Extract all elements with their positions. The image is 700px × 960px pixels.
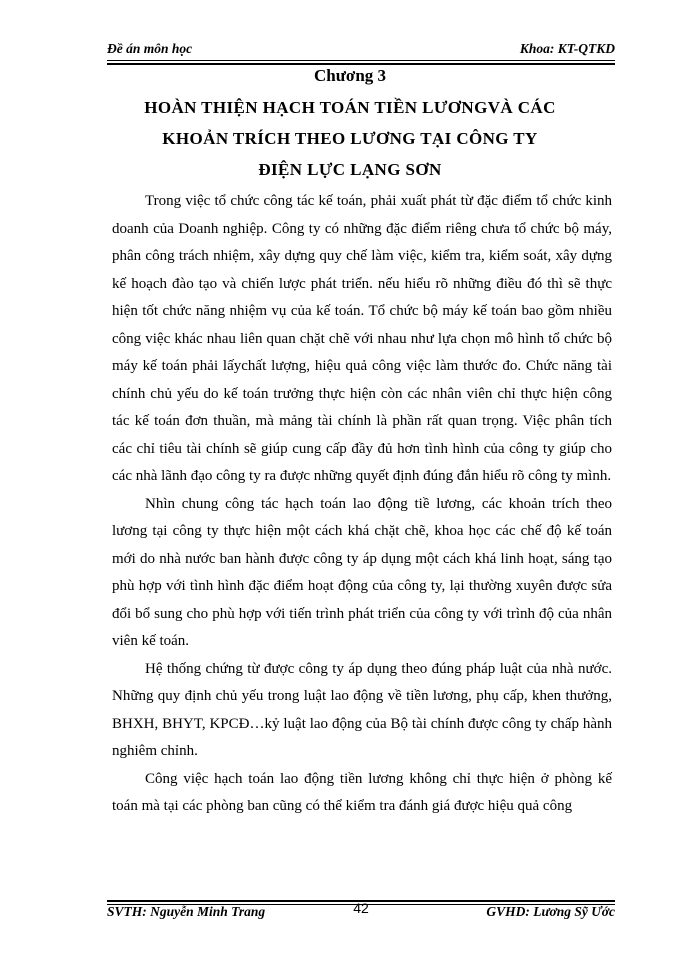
chapter-heading: Chương 3 xyxy=(313,66,387,85)
chapter-title-line-3: ĐIỆN LỰC LẠNG SƠN xyxy=(258,160,442,179)
chapter-title-line-1: HOÀN THIỆN HẠCH TOÁN TIỀN LƯƠNGVÀ CÁC xyxy=(144,98,556,117)
page-footer xyxy=(107,900,615,922)
paragraph-2: Nhìn chung công tác hạch toán lao động tiề lương, các khoản trích theo lương tại công ty thực hiện một cách khá chặt chẽ, khoa học các chế độ kế toán mới do nhà nước ban hành được công ty áp dụng một cách khá linh hoạt, sáng tạo phù hợp với tình hình đặc điểm hoạt động của công ty, lại thường xuyên được sửa đổi bổ sung cho phù hợp với tiến trình phát triển của công ty với trình độ của nhân viên kế toán. xyxy=(112,495,612,649)
footer-student-label: SVTH: Nguyễn Minh Trang xyxy=(107,904,266,919)
paragraph-4: Công việc hạch toán lao động tiền lương không chỉ thực hiện ở phòng kế toán mà tại các phòng ban cũng có thể kiểm tra đánh giá được hiệu quả công xyxy=(112,770,612,814)
paragraph-1: Trong việc tổ chức công tác kế toán, phải xuất phát từ đặc điểm tổ chức kinh doanh của Doanh nghiệp. Công ty có những đặc điểm riêng chưa tổ chức bộ máy, phân công trách nhiệm, xây dựng quy chế làm việc, kiểm tra, kiểm soát, xây dựng kế hoạch đào tạo và chiến lược phát triển. nếu hiểu rõ những điều đó thì sẽ thực hiện tốt chức năng nhiệm vụ của kế toán. Tổ chức bộ máy kế toán bao gồm nhiều công việc khác nhau liên quan chặt chẽ với nhau như lựa chọn mô hình tổ chức bộ máy kế toán phải lấychất lượng, hiệu quả công việc làm thước đo. Chức năng tài chính chủ yếu do kế toán trưởng thực hiện còn các nhân viên chỉ thực hiện công tác kế toán đơn thuần, mà mảng tài chính là phần rất quan trọng. Việc phân tích các chỉ tiêu tài chính sẽ giúp cung cấp đầy đủ hơn tình hình của công ty giúp cho các nhà lãnh đạo công ty ra được những quyết định đúng đắn hiểu rõ công ty mình. xyxy=(112,193,612,484)
paragraph-3: Hệ thống chứng từ được công ty áp dụng theo đúng pháp luật của nhà nước. Những quy định chủ yếu trong luật lao động về tiền lương, phụ cấp, khen thưởng, BHXH, BHYT, KPCĐ…kỷ luật lao động của Bộ tài chính được công ty chấp hành nghiêm chỉnh. xyxy=(112,660,612,759)
header-course-label: Đề án môn học xyxy=(107,41,193,56)
page-number: 42 xyxy=(353,900,369,916)
chapter-title-line-2: KHOẢN TRÍCH THEO LƯƠNG TẠI CÔNG TY xyxy=(162,129,538,148)
header-faculty-label: Khoa: KT-QTKD xyxy=(519,41,615,56)
page-header xyxy=(107,41,615,59)
body-text xyxy=(112,188,612,821)
footer-supervisor-label: GVHD: Lương Sỹ Ước xyxy=(486,904,615,919)
header-rule-thick xyxy=(107,63,615,65)
header-rule-thin xyxy=(107,60,615,61)
